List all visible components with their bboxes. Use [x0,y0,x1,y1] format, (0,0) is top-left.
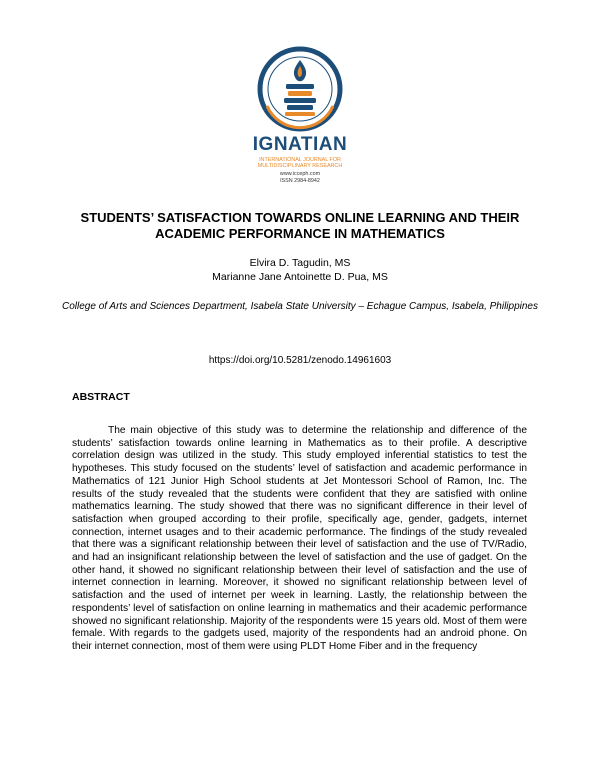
author-affiliation: College of Arts and Sciences Department, Isabela State University – Echague Campus, Isabela, Philippines [62,301,538,312]
abstract-heading: ABSTRACT [72,391,130,403]
doi-link[interactable]: https://doi.org/10.5281/zenodo.14961603 [208,355,392,366]
journal-issn: ISSN 2984-8942 [280,178,320,185]
journal-name: IGNATIAN [252,134,348,155]
book-stack-with-flame-icon [255,46,345,132]
paper-title: STUDENTS’ SATISFACTION TOWARDS ONLINE LEARNING AND THEIR ACADEMIC PERFORMANCE IN MATHEMATICS [80,210,520,241]
author-name: Marianne Jane Antoinette D. Pua, MS [212,271,388,283]
abstract-text: The main objective of this study was to determine the relationship and difference of the students’ satisfaction towards online learning in Mathematics as to their profile. A descriptive correlation design was utilized in the study. This study employed inferential statistics to test the hypotheses. This study focused on the students’ level of satisfaction and academic performance in Mathematics of 121 Junior High School students at Jet Montessori School of Ramon, Inc. The results of the study revealed that the students were confident that they are satisfied with online mathematics learning. The study showed that there was no significant difference in their level of satisfaction when grouped according to their profile, specifically age, gender, gadgets, internet connection, internet usages and to their academic performance. The findings of the study revealed that there was a significant relationship between their level of satisfaction and the use of TV/Radio, and had an insignificant relationship between the level of satisfaction and the use of gadget. On the other hand, it showed no significant relationship between their level of satisfaction and the use of internet connection in learning. Moreover, it showed no significant relationship between level of satisfaction and the used of internet per week in learning. Lastly, the relationship between the respondents’ level of satisfaction on online learning in mathematics and their academic performance showed no significant relationship. Majority of the respondents were 15 years old. Most of them were female. With regards to the gadgets used, majority of the respondents had an android phone. On their internet connection, most of them were using PLDT Home Fiber and in the frequency [72,425,527,652]
author-list [60,256,540,284]
journal-subtitle: INTERNATIONAL JOURNAL FOR MULTIDISCIPLINARY RESEARCH [257,157,343,170]
journal-logo [0,46,600,184]
author-name: Elvira D. Tagudin, MS [249,257,351,269]
journal-website: www.icceph.com [279,171,321,178]
